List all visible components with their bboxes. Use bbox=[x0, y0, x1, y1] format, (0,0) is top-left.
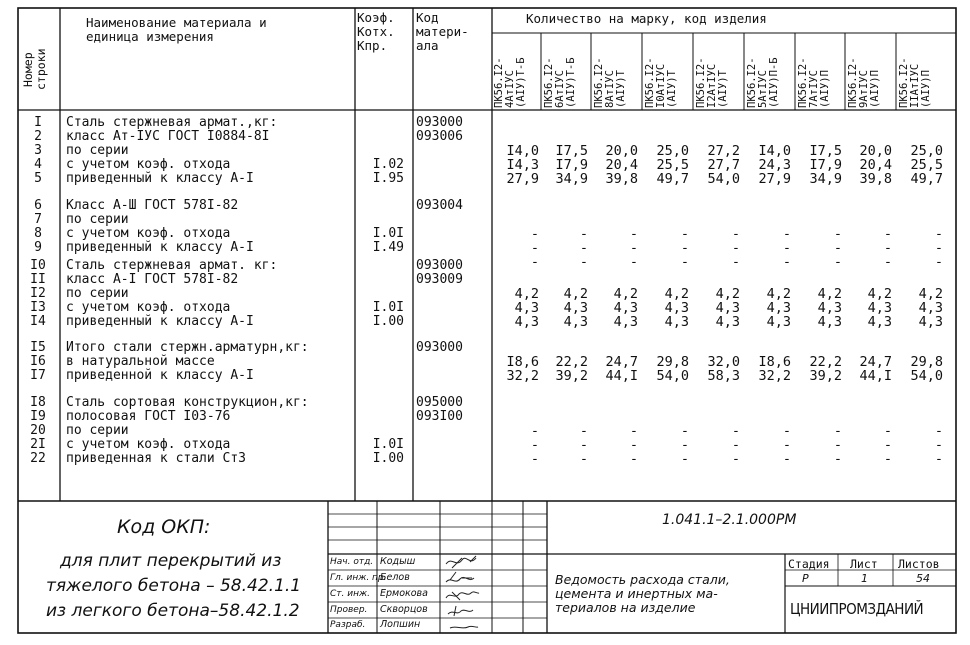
quantity-cell: - - - bbox=[731, 226, 740, 270]
stamp-role: Разраб. bbox=[330, 620, 366, 630]
material-name: Сталь стержневая армат. кг: класс А-I ГОСТ 578I-82 по серии с учетом коэф. отхода приведенный к классу А-I bbox=[66, 258, 278, 329]
material-name: Сталь сортовая конструкцион,кг: полосовая ГОСТ I03-76 по серии с учетом коэф. отхода приведенная к стали Ст3 bbox=[66, 395, 309, 466]
coefficients: I.0I I.49 bbox=[372, 226, 404, 255]
stamp-name: Белов bbox=[380, 572, 410, 583]
quantity-cell: I4,0 I4,3 27,9 bbox=[506, 143, 539, 187]
sheets-label: Листов bbox=[898, 557, 940, 571]
coefficients: I.0I I.00 bbox=[372, 300, 404, 329]
quantity-cell: - - - bbox=[934, 423, 943, 467]
quantity-cell: 4,2 4,3 4,3 bbox=[613, 286, 638, 330]
quantity-cell: - - - bbox=[833, 423, 842, 467]
stamp-role: Провер. bbox=[330, 605, 368, 615]
okp-line-2: тяжелого бетона – 58.42.1.1 bbox=[46, 576, 302, 596]
quantity-cell: I7,5 I7,9 34,9 bbox=[555, 143, 588, 187]
quantity-cell: 29,8 54,0 bbox=[910, 354, 943, 384]
coefficients: I.0I I.00 bbox=[372, 437, 404, 466]
product-code-header: ПК56.I2- IIАтIУС (АIУ)П bbox=[898, 57, 932, 108]
quantity-cell: - - - bbox=[731, 423, 740, 467]
product-code-header: ПК56.I2- I2АтIУС (АIУ)Т bbox=[695, 57, 729, 108]
stage-value: Р bbox=[802, 572, 809, 585]
product-code-header: ПК56.I2- I0АтIУС (АIУ)Т bbox=[644, 57, 678, 108]
quantity-cell: 32,0 58,3 bbox=[707, 354, 740, 384]
quantity-cell: - - - bbox=[782, 226, 791, 270]
stage-label: Стадия bbox=[788, 557, 830, 571]
product-code-header: ПК56.I2- 9АтIУС (АIУ)П bbox=[847, 57, 881, 108]
material-name: Итого стали стержн.арматурн,кг: в натуральной массе приведенной к классу А-I bbox=[66, 340, 309, 383]
product-code-header: ПК56.I2- 8АтIУС (АIУ)Т bbox=[593, 57, 627, 108]
material-codes: 095000 093I00 bbox=[416, 395, 463, 424]
document-code: 1.041.1–2.1.000РМ bbox=[662, 512, 797, 528]
quantity-cell: 4,2 4,3 4,3 bbox=[563, 286, 588, 330]
quantity-cell: - - - bbox=[883, 423, 892, 467]
quantity-header: Количество на марку, код изделия bbox=[526, 11, 767, 26]
row-numbers: I 2 3 4 5 bbox=[34, 115, 42, 186]
quantity-cell: 4,2 4,3 4,3 bbox=[664, 286, 689, 330]
quantity-cell: 25,0 25,5 49,7 bbox=[656, 143, 689, 187]
row-numbers: I8 I9 20 2I 22 bbox=[30, 395, 46, 466]
row-numbers: 6 7 8 9 bbox=[34, 198, 42, 255]
quantity-cell: 4,2 4,3 4,3 bbox=[817, 286, 842, 330]
quantity-cell: 22,2 39,2 bbox=[555, 354, 588, 384]
quantity-cell: - - - bbox=[579, 226, 588, 270]
quantity-cell: - - - bbox=[782, 423, 791, 467]
quantity-cell: 25,0 25,5 49,7 bbox=[910, 143, 943, 187]
product-code-header: ПК56.I2- 4АтIУС (АIУ)Т-Б bbox=[493, 57, 527, 108]
quantity-cell: I8,6 32,2 bbox=[506, 354, 539, 384]
material-codes: 093000 bbox=[416, 340, 463, 355]
quantity-cell: - - - bbox=[833, 226, 842, 270]
quantity-cell: - - - bbox=[934, 226, 943, 270]
stamp-role: Ст. инж. bbox=[330, 589, 370, 599]
material-codes: 093004 bbox=[416, 198, 463, 213]
quantity-cell: I7,5 I7,9 34,9 bbox=[809, 143, 842, 187]
product-code-header: ПК56.I2- 6АтIУС (АIУ)Т-Б bbox=[543, 57, 577, 108]
quantity-cell: 22,2 39,2 bbox=[809, 354, 842, 384]
stamp-name: Лопшин bbox=[380, 619, 421, 630]
stamp-name: Скворцов bbox=[380, 604, 428, 615]
quantity-cell: I4,0 24,3 27,9 bbox=[758, 143, 791, 187]
coefficient-header: Коэф. Котх. Кпр. bbox=[357, 10, 395, 53]
quantity-cell: 4,2 4,3 4,3 bbox=[514, 286, 539, 330]
quantity-cell: I8,6 32,2 bbox=[758, 354, 791, 384]
stamp-name: Ермокова bbox=[380, 588, 428, 599]
row-number-header: Номер строки bbox=[21, 48, 48, 91]
quantity-cell: 4,2 4,3 4,3 bbox=[867, 286, 892, 330]
material-name: Сталь стержневая армат.,кг: класс Ат-IУС ГОСТ I0884-8I по серии с учетом коэф. отхода приведенный к классу А-I bbox=[66, 115, 278, 186]
okp-line-1: для плит перекрытий из bbox=[60, 551, 282, 571]
quantity-cell: - - - bbox=[680, 226, 689, 270]
quantity-cell: 20,0 20,4 39,8 bbox=[605, 143, 638, 187]
material-codes: 093000 093006 bbox=[416, 115, 463, 144]
quantity-cell: 4,2 4,3 4,3 bbox=[918, 286, 943, 330]
quantity-cell: - - - bbox=[883, 226, 892, 270]
quantity-cell: 20,0 20,4 39,8 bbox=[859, 143, 892, 187]
quantity-cell: 4,2 4,3 4,3 bbox=[766, 286, 791, 330]
material-code-header: Код матери- ала bbox=[416, 10, 469, 53]
coefficients: I.02 I.95 bbox=[372, 157, 404, 186]
quantity-cell: - - - bbox=[530, 226, 539, 270]
material-codes: 093000 093009 bbox=[416, 258, 463, 287]
quantity-cell: 27,2 27,7 54,0 bbox=[707, 143, 740, 187]
quantity-cell: - - - bbox=[579, 423, 588, 467]
product-code-header: ПК56.I2- 5АтIУС (АIУ)П-Б bbox=[746, 57, 780, 108]
stamp-name: Кодыш bbox=[380, 556, 416, 567]
quantity-cell: - - - bbox=[629, 423, 638, 467]
okp-title: Код ОКП: bbox=[117, 516, 211, 538]
row-numbers: I5 I6 I7 bbox=[30, 340, 46, 383]
sheets-value: 54 bbox=[916, 572, 930, 585]
stamp-role: Нач. отд. bbox=[330, 557, 374, 567]
quantity-cell: 24,7 44,I bbox=[859, 354, 892, 384]
quantity-cell: 4,2 4,3 4,3 bbox=[715, 286, 740, 330]
sheet-label: Лист bbox=[850, 557, 878, 571]
quantity-cell: - - - bbox=[530, 423, 539, 467]
organization-name: ЦНИИПРОМЗДАНИЙ bbox=[790, 600, 924, 618]
quantity-cell: 29,8 54,0 bbox=[656, 354, 689, 384]
document-description: Ведомость расхода стали, цемента и инертных ма- териалов на изделие bbox=[555, 572, 730, 615]
material-name: Класс А-Ш ГОСТ 578I-82 по серии с учетом коэф. отхода приведенный к классу А-I bbox=[66, 198, 254, 255]
quantity-cell: - - - bbox=[629, 226, 638, 270]
material-header: Наименование материала и единица измерения bbox=[86, 15, 267, 44]
row-numbers: I0 II I2 I3 I4 bbox=[30, 258, 46, 329]
quantity-cell: - - - bbox=[680, 423, 689, 467]
quantity-cell: 24,7 44,I bbox=[605, 354, 638, 384]
product-code-header: ПК56.I2- 7АтIУС (АIУ)П bbox=[797, 57, 831, 108]
sheet-value: 1 bbox=[861, 572, 868, 585]
okp-line-3: из легкого бетона–58.42.1.2 bbox=[46, 601, 300, 621]
stamp-role: Гл. инж. пр. bbox=[330, 573, 387, 583]
